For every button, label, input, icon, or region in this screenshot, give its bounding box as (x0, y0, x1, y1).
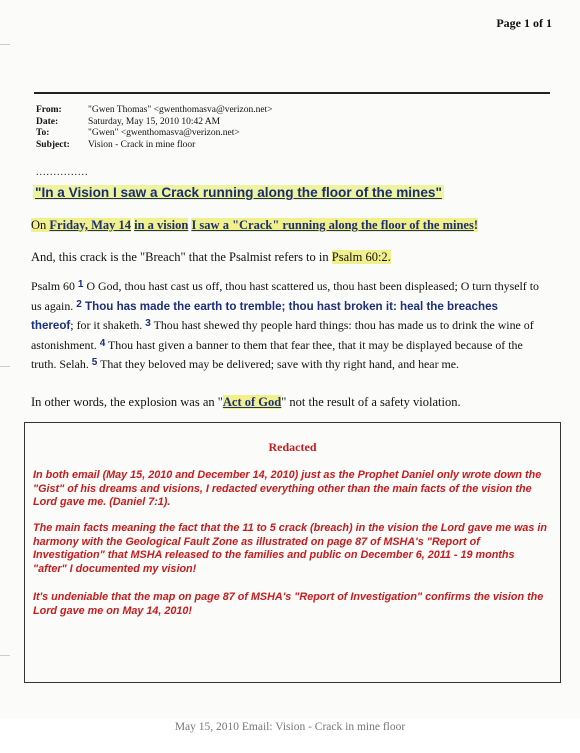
redacted-paragraph-3: It's undeniable that the map on page 87 of MSHA's "Report of Investigation" confirms the vision the Lord gave me on May 14, 2010! (33, 591, 544, 617)
psalm-passage (31, 276, 543, 374)
verse-text: That they beloved may be delivered; save with thy right hand, and hear me. (97, 357, 459, 371)
vision-line (31, 218, 478, 233)
subject-value: Vision - Crack in mine floor (88, 139, 196, 150)
verse-text-emphasis: Thou has made the earth to tremble; thou hast broken it: heal the breaches thereof (31, 299, 498, 332)
image-caption: May 15, 2010 Email: Vision - Crack in mine floor (174, 721, 406, 733)
from-value: "Gwen Thomas" <gwenthomasva@verizon.net> (88, 105, 273, 115)
verse-text: ; for it shaketh. (70, 318, 146, 332)
date-label: Date: (36, 116, 59, 127)
verse-number: 1 (77, 279, 84, 290)
conclusion-line (31, 395, 461, 410)
redacted-paragraph-1: In both email (May 15, 2010 and December 14, 2010) just as the Prophet Daniel only wrote down the "Gist" of his dreams and visions, I redacted everything other than the main facts of the vision the Lord gave me. (Daniel 7:1). (33, 469, 542, 508)
psalm-label: Psalm 60 (31, 279, 78, 293)
email-header (36, 105, 273, 151)
scan-mark (0, 366, 10, 367)
scan-mark (0, 655, 10, 656)
to-value: "Gwen" <gwenthomasva@verizon.net> (88, 128, 240, 138)
verse-number: 5 (91, 357, 98, 368)
verse-number: 3 (145, 318, 151, 329)
conclusion-start: In other words, the explosion was an " (31, 395, 223, 409)
page-number: Page 1 of 1 (496, 16, 552, 30)
redacted-title: Redacted (268, 440, 317, 454)
scan-mark (0, 44, 10, 45)
redacted-box (24, 422, 561, 683)
verse-number: 4 (99, 337, 106, 349)
date-value: Saturday, May 15, 2010 10:42 AM (88, 116, 221, 127)
in-vision-text: in a vision (134, 218, 189, 232)
act-of-god-text: Act of God (222, 395, 282, 409)
verse-text: O God, thou hast cast us off, thou hast scattered us, thou hast been displeased; O turn thyself to us again. (31, 279, 539, 313)
verse-text: Thou hast given a banner to them that fear thee, that it may be displayed because of the truth. Selah. (31, 337, 523, 371)
to-label: To: (36, 128, 50, 138)
saw-crack-text: I saw a "Crack" running along the floor of the mines (191, 218, 474, 232)
redacted-paragraph-2: The main facts meaning the fact that the 11 to 5 crack (breach) in the vision the Lord gave me was in harmony with the Geological Fault Zone as illustrated on page 87 of MSHA's "Report of Investigation" that MSHA released to the families and public on December 6, 2011 - 19 months "after" I documented my vision! (33, 522, 547, 575)
conclusion-end: " not the result of a safety violation. (281, 395, 461, 409)
header-rule (34, 92, 550, 94)
vision-end: ! (473, 218, 479, 232)
verse-text: Thou hast shewed thy people hard things: thou has made us to drink the wine of astonishment. (31, 318, 534, 352)
verse-number: 2 (76, 298, 82, 310)
on-word: On (31, 218, 50, 232)
vision-date: Friday, May 14 (49, 218, 131, 232)
psalm-ref: Psalm 60:2. (331, 250, 391, 264)
document-title: "In a Vision I saw a Crack running along the floor of the mines" (35, 185, 442, 200)
breach-line (31, 250, 391, 265)
breach-text: And, this crack is the "Breach" that the Psalmist refers to in (31, 250, 332, 264)
from-label: From: (36, 105, 62, 115)
separator-dots: ............... (36, 167, 89, 178)
subject-label: Subject: (36, 139, 70, 150)
